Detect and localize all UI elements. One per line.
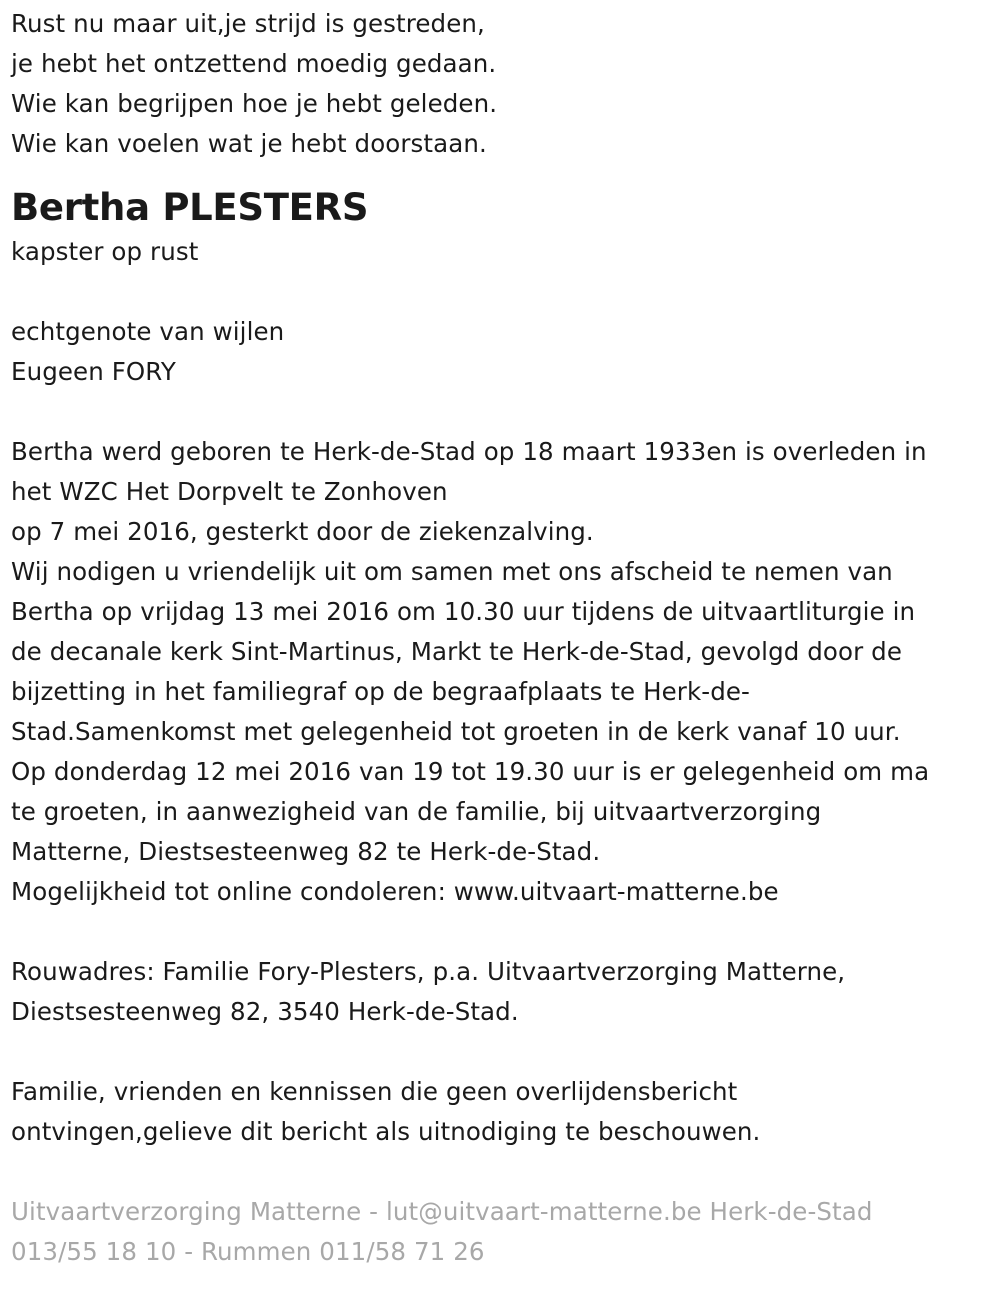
- body-line: Matterne, Diestsesteenweg 82 te Herk-de-Stad.: [11, 837, 601, 866]
- funeral-home-footer: [11, 1192, 996, 1272]
- body-text: [11, 432, 996, 912]
- body-line: bijzetting in het familiegraf op de begraafplaats te Herk-de-: [11, 677, 750, 706]
- poem-line: Wie kan voelen wat je hebt doorstaan.: [11, 129, 487, 158]
- poem-line: Wie kan begrijpen hoe je hebt geleden.: [11, 89, 498, 118]
- mourning-address: [11, 952, 996, 1032]
- spouse-name: Eugeen FORY: [11, 357, 176, 386]
- body-line: te groeten, in aanwezigheid van de familie, bij uitvaartverzorging: [11, 797, 822, 826]
- footer-line: Uitvaartverzorging Matterne - lut@uitvaart-matterne.be Herk-de-Stad: [11, 1197, 873, 1226]
- body-line: Stad.Samenkomst met gelegenheid tot groeten in de kerk vanaf 10 uur.: [11, 717, 901, 746]
- notice-line: ontvingen,gelieve dit bericht als uitnodiging te beschouwen.: [11, 1117, 761, 1146]
- body-line: het WZC Het Dorpvelt te Zonhoven: [11, 477, 448, 506]
- poem-line: je hebt het ontzettend moedig gedaan.: [11, 49, 497, 78]
- deceased-occupation: kapster op rust: [11, 237, 199, 266]
- body-line: Bertha werd geboren te Herk-de-Stad op 18 maart 1933en is overleden in: [11, 437, 927, 466]
- deceased-name: Bertha PLESTERS: [11, 186, 369, 229]
- body-line: Op donderdag 12 mei 2016 van 19 tot 19.30 uur is er gelegenheid om ma: [11, 757, 930, 786]
- poem: [11, 4, 996, 164]
- obituary-notice: [11, 4, 996, 1272]
- notice-line: Familie, vrienden en kennissen die geen overlijdensbericht: [11, 1077, 738, 1106]
- body-line: Wij nodigen u vriendelijk uit om samen met ons afscheid te nemen van: [11, 557, 893, 586]
- poem-line: Rust nu maar uit,je strijd is gestreden,: [11, 9, 485, 38]
- spouse-intro: echtgenote van wijlen: [11, 317, 285, 346]
- body-line: op 7 mei 2016, gesterkt door de ziekenzalving.: [11, 517, 594, 546]
- address-line: Rouwadres: Familie Fory-Plesters, p.a. Uitvaartverzorging Matterne,: [11, 957, 846, 986]
- footer-line: 013/55 18 10 - Rummen 011/58 71 26: [11, 1237, 485, 1266]
- body-line: Bertha op vrijdag 13 mei 2016 om 10.30 uur tijdens de uitvaartliturgie in: [11, 597, 916, 626]
- address-line: Diestsesteenweg 82, 3540 Herk-de-Stad.: [11, 997, 519, 1026]
- body-line: de decanale kerk Sint-Martinus, Markt te Herk-de-Stad, gevolgd door de: [11, 637, 902, 666]
- invitation-notice: [11, 1072, 996, 1152]
- body-line-condolence-link: Mogelijkheid tot online condoleren: www.uitvaart-matterne.be: [11, 877, 779, 906]
